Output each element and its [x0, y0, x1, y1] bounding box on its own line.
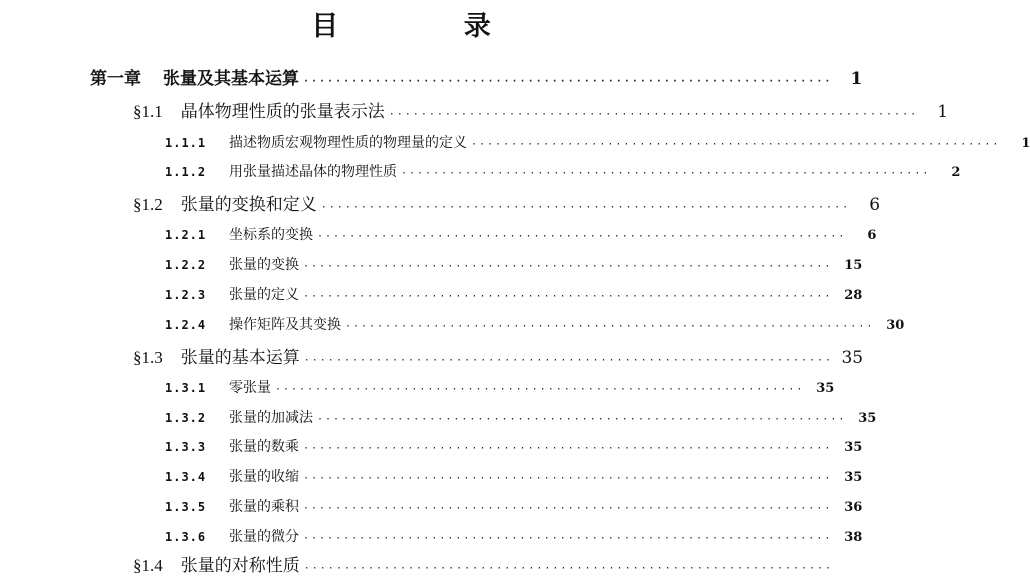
entry-page: 38 [844, 530, 863, 545]
leader-dots: ·································································· [471, 139, 1001, 150]
leader-dots: ·································································· [303, 503, 833, 514]
entry-number: 1.2.1 [165, 228, 207, 242]
leader-dots: ·································································· [388, 109, 919, 120]
entry-title: 坐标系的变换 [229, 227, 313, 243]
entry-number: 1.3.5 [165, 500, 207, 514]
entry-title: 张量的加减法 [229, 410, 313, 426]
leader-dots: ·································································· [317, 414, 847, 425]
entry-number: §1.2 [133, 195, 163, 214]
entry-number: 1.1.2 [165, 165, 207, 179]
leader-dots: ·································································· [303, 473, 833, 484]
leader-dots: ·································································· [303, 563, 834, 574]
entry-title: 操作矩阵及其变换 [229, 317, 341, 333]
toc-entry-section-1-1[interactable] [133, 97, 949, 122]
toc-entry-1-2-2[interactable] [165, 254, 863, 274]
entry-number: 1.3.1 [165, 381, 207, 395]
leader-dots: ·································································· [317, 231, 847, 242]
entry-title: 用张量描述晶体的物理性质 [229, 164, 397, 180]
toc-entry-1-2-3[interactable] [165, 284, 863, 304]
toc-entry-1-3-1[interactable] [165, 377, 835, 397]
toc-entry-1-3-6[interactable] [165, 526, 863, 546]
entry-title: 张量的变换 [229, 257, 299, 273]
entry-number: 1.1.1 [165, 136, 207, 150]
leader-dots: ·································································· [303, 291, 833, 302]
entry-page: 2 [951, 165, 961, 180]
entry-number: 1.2.4 [165, 318, 207, 332]
entry-page: 35 [844, 470, 863, 485]
entry-title: 张量的乘积 [229, 499, 299, 515]
page-title: 目 录 [311, 11, 549, 42]
leader-dots: ·································································· [303, 76, 833, 87]
entry-number: 1.3.2 [165, 411, 207, 425]
toc-entry-1-3-5[interactable] [165, 496, 863, 516]
entry-number: §1.1 [133, 102, 163, 121]
entry-page: 15 [844, 258, 863, 273]
entry-page: 6 [869, 195, 881, 215]
entry-page: 28 [844, 288, 863, 303]
entry-number: §1.3 [133, 348, 163, 367]
entry-title: 描述物质宏观物理性质的物理量的定义 [229, 135, 467, 151]
toc-entry-1-2-4[interactable] [165, 314, 905, 334]
entry-title: 张量的变换和定义 [180, 195, 317, 215]
entry-title: 张量的基本运算 [180, 348, 300, 368]
entry-page: 1 [850, 69, 863, 89]
leader-dots: ·································································· [401, 168, 931, 179]
entry-page: 35 [841, 348, 864, 368]
toc-entry-1-3-4[interactable] [165, 466, 863, 486]
entry-page: 36 [844, 500, 863, 515]
entry-page: 6 [867, 228, 877, 243]
entry-number: 1.3.6 [165, 530, 207, 544]
entry-title: 张量的定义 [229, 287, 299, 303]
entry-page: 1 [937, 102, 949, 122]
leader-dots: ·································································· [303, 261, 833, 272]
toc-entry-1-3-2[interactable] [165, 407, 877, 427]
entry-page: 35 [858, 411, 877, 426]
leader-dots: ·································································· [320, 202, 851, 213]
entry-page: 30 [886, 318, 905, 333]
entry-title: 张量的数乘 [229, 439, 299, 455]
entry-title: 张量及其基本运算 [163, 69, 299, 89]
toc-entry-section-1-4[interactable] [133, 551, 834, 576]
entry-title: 张量的收缩 [229, 469, 299, 485]
leader-dots: ·································································· [275, 384, 805, 395]
toc-entry-1-2-1[interactable] [165, 224, 877, 244]
leader-dots: ·································································· [303, 355, 834, 366]
toc-entry-1-3-3[interactable] [165, 436, 863, 456]
entry-title: 零张量 [229, 380, 271, 396]
entry-title: 张量的微分 [229, 529, 299, 545]
toc-entry-1-1-2[interactable] [165, 161, 961, 181]
entry-page: 35 [816, 381, 835, 396]
toc-entry-section-1-2[interactable] [133, 190, 881, 215]
entry-number: 1.2.3 [165, 288, 207, 302]
entry-page: 1 [1021, 136, 1030, 151]
leader-dots: ·································································· [303, 533, 833, 544]
entry-number: 1.3.4 [165, 470, 207, 484]
toc-entry-section-1-3[interactable] [133, 343, 864, 368]
leader-dots: ·································································· [303, 443, 833, 454]
entry-number: 第一章 [90, 69, 141, 89]
entry-title: 张量的对称性质 [180, 556, 300, 576]
entry-title: 晶体物理性质的张量表示法 [180, 102, 385, 122]
leader-dots: ·································································· [345, 321, 875, 332]
entry-number: §1.4 [133, 556, 163, 575]
entry-number: 1.2.2 [165, 258, 207, 272]
entry-page: 35 [844, 440, 863, 455]
toc-entry-1-1-1[interactable] [165, 132, 1030, 152]
entry-number: 1.3.3 [165, 440, 207, 454]
toc-entry-chapter-1[interactable] [90, 64, 863, 89]
